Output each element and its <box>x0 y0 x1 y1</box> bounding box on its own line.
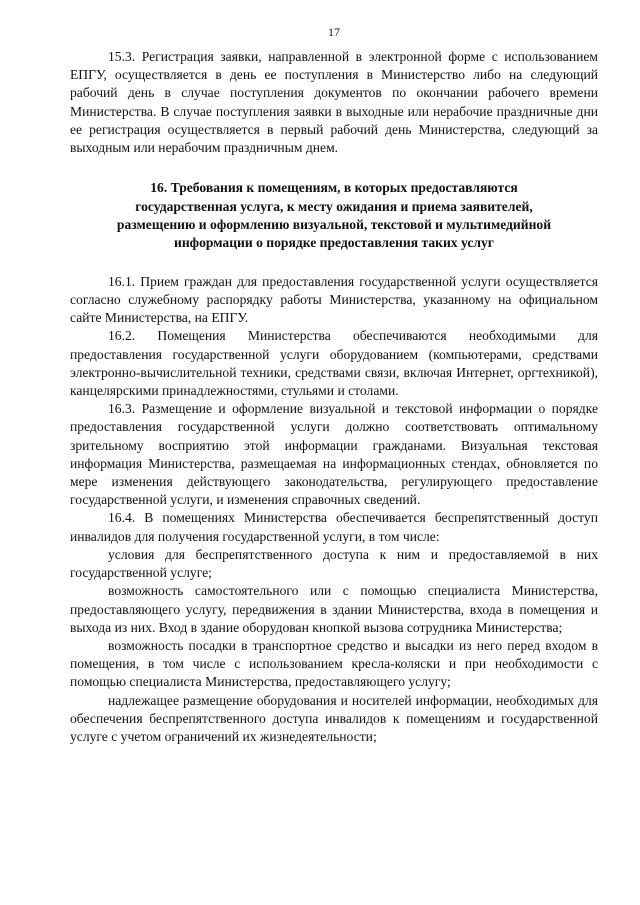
paragraph-16-4: 16.4. В помещениях Министерства обеспечивается беспрепятственный доступ инвалидов для получения государственной услуги, в том числе: <box>70 510 598 544</box>
paragraph-16-1: 16.1. Прием граждан для предоставления государственной услуги осуществляется согласно служебному распорядку работы Министерства, указанному на официальном сайте Министерства, на ЕПГУ. <box>70 273 598 326</box>
list-item-transport: возможность посадки в транспортное средство и высадки из него перед входом в помещения, в том числе с использованием кресла-коляски и при необходимости с помощью специалиста Министерства, предоставляющего услугу; <box>70 637 598 690</box>
paragraph-16-3: 16.3. Размещение и оформление визуальной и текстовой информации о порядке предоставления государственной услуги должно соответствовать оптимальному зрительному восприятию этой информации гражданами. Визуальная текстовая информация Министерства, размещаемая на информационных стендах, обновляется по мере изменения действующего законодательства, регулирующего предоставление государственной услуги, и изменения справочных сведений. <box>70 401 598 508</box>
document-body <box>70 48 598 746</box>
list-item-access-conditions: условия для беспрепятственного доступа к ним и предоставляемой в них государственной услуге; <box>70 546 598 581</box>
heading-line: государственная услуга, к месту ожидания и приема заявителей, <box>135 198 533 214</box>
paragraph-15-3: 15.3. Регистрация заявки, направленной в электронной форме с использованием ЕПГУ, осуществляется в день ее поступления в Министерство либо на следующий рабочий день в случае поступления документов по окончании рабочего времени Министерства. В случае поступления заявки в выходные или нерабочие праздничные дни ее регистрация осуществляется в первый рабочий день Министерства, следующий за выходным или нерабочим праздничным днем. <box>70 49 598 156</box>
section-heading-16 <box>70 179 598 253</box>
heading-line: информации о порядке предоставления таких услуг <box>174 235 494 251</box>
page-number: 17 <box>328 25 340 39</box>
paragraph-16-2: 16.2. Помещения Министерства обеспечиваются необходимыми для предоставления государственной услуги оборудованием (компьютерами, средствами электронно-вычислительной техники, средствами связи, включая Интернет, оргтехникой), канцелярскими принадлежностями, стульями и столами. <box>70 328 598 399</box>
heading-line: размещению и оформлению визуальной, текстовой и мультимедийной <box>116 217 552 233</box>
list-item-equipment: надлежащее размещение оборудования и носителей информации, необходимых для обеспечения беспрепятственного доступа инвалидов к помещениям и государственной услуге с учетом ограничений их жизнедеятельности; <box>70 692 598 744</box>
heading-line: 16. Требования к помещениям, в которых предоставляются <box>150 180 518 196</box>
list-item-movement: возможность самостоятельного или с помощью специалиста Министерства, предоставляющего услугу, передвижения в здании Министерства, входа в помещения и выхода из них. Вход в здание оборудован кнопкой вызова сотрудника Министерства; <box>70 583 598 635</box>
